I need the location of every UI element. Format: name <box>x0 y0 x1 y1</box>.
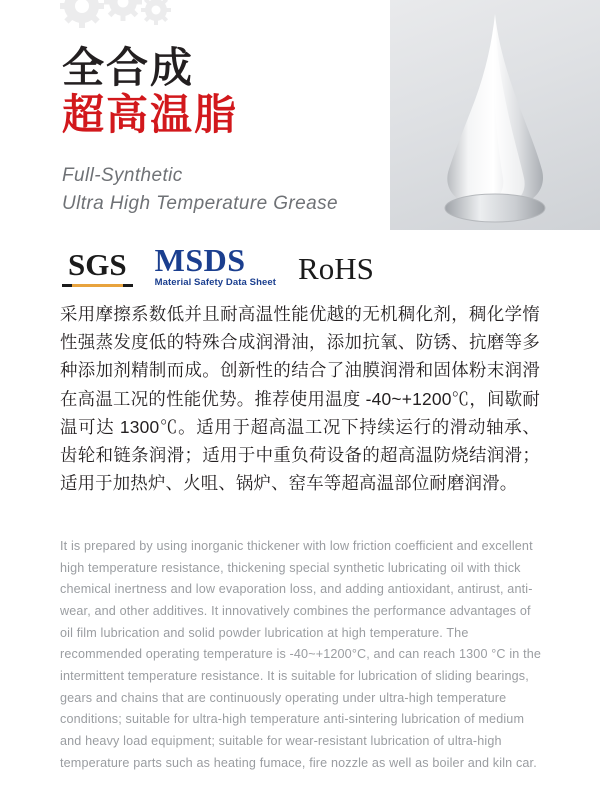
title-chinese-line2: 超高温脂 <box>62 91 239 139</box>
msds-sublabel: Material Safety Data Sheet <box>154 276 277 288</box>
product-photo <box>390 0 600 230</box>
title-chinese-line1: 全合成 <box>62 44 195 91</box>
msds-logo <box>154 241 277 288</box>
title-english-line1: Full-Synthetic <box>62 165 183 187</box>
rohs-logo: RoHS <box>298 251 374 286</box>
msds-label: MSDS <box>154 241 246 278</box>
title-english-line2: Ultra High Temperature Grease <box>62 192 338 214</box>
title-block <box>62 44 392 217</box>
sgs-label: SGS <box>68 247 127 282</box>
title-english <box>62 162 392 217</box>
sgs-logo <box>62 248 133 287</box>
description-chinese: 采用摩擦系数低并且耐高温性能优越的无机稠化剂，稠化学惰性强蒸发度低的特殊合成润滑油，添加抗氧、防锈、抗磨等多种添加剂精制而成。创新性的结合了油膜润滑和固体粉末润滑在高温工况的性能优势。推荐使用温度 -40~+1200℃，间歇耐温可达 1300℃。适用于超高温工况下持续运行的滑动轴承、齿轮和链条润滑；适用于中重负荷设备的超高温防烧结润滑；适用于加热炉、火咀、锅炉、窑车等超高温部位耐磨润滑。 <box>60 304 540 494</box>
sgs-bar-right <box>123 284 133 287</box>
sgs-bar-left <box>62 284 72 287</box>
certification-logos <box>62 237 542 287</box>
gear-decoration-icon <box>60 0 230 42</box>
description-english: It is prepared by using inorganic thickener with low friction coefficient and excellent high temperature resistance, thickening special synthetic lubricating oil with thick chemical inertness and low evaporation loss, and adding antioxidant, antirust, anti-wear, and other additives. It innovatively combines the performance advantages of oil film lubrication and solid powder lubrication at high temperature. The recommended operating temperature is -40~+1200°C, and can reach 1300 °C in the intermittent temperature resistance. It is suitable for lubrication of sliding bearings, gears and chains that are continuously operating under ultra-high temperature conditions; suitable for ultra-high temperature anti-sintering lubrication of medium and heavy load equipment; suitable for wear-resistant lubrication of ultra-high temperature parts such as heating fumace, fire nozzle as well as boiler and kiln car. <box>60 539 542 770</box>
